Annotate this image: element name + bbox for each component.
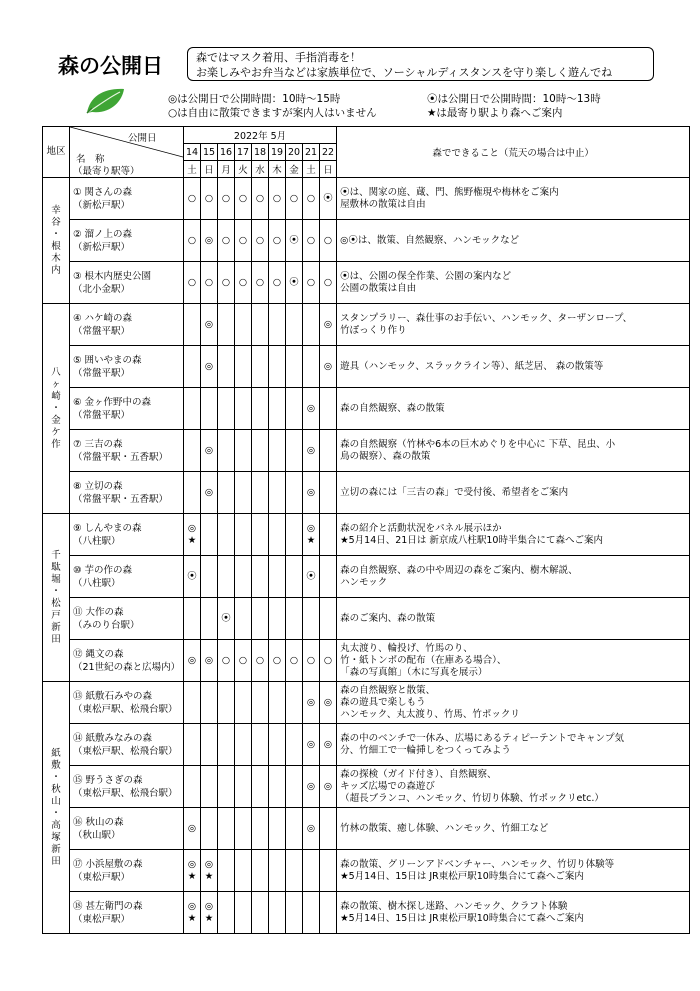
forest-station: （東松戸駅、松飛台駅） <box>73 703 178 715</box>
forest-row <box>43 598 690 640</box>
day-mark-17 <box>235 346 252 388</box>
forest-station: （新松戸駅） <box>73 199 131 211</box>
day-mark-20 <box>286 388 303 430</box>
activity-desc: 森のご案内、森の散策 <box>337 598 690 640</box>
forest-row <box>43 892 690 934</box>
header-weekday-18: 水 <box>252 161 269 178</box>
day-mark-20 <box>286 808 303 850</box>
forest-name-cell <box>70 472 184 514</box>
day-mark-15 <box>201 682 218 724</box>
day-mark-15 <box>201 766 218 808</box>
header-name: 名 称 <box>76 154 105 165</box>
header-month: 2022年 5月 <box>184 127 337 144</box>
day-mark-16: ○ <box>218 640 235 682</box>
forest-name-cell <box>70 304 184 346</box>
forest-row <box>43 388 690 430</box>
forest-row <box>43 178 690 220</box>
day-mark-21: ◎ <box>303 430 320 472</box>
day-mark-22: ◎ <box>320 766 337 808</box>
day-mark-18 <box>252 850 269 892</box>
day-mark-14: ◎ <box>184 640 201 682</box>
leaf-icon <box>84 86 126 116</box>
day-mark-22 <box>320 808 337 850</box>
day-mark-17 <box>235 724 252 766</box>
day-mark-21: ⦿ <box>303 556 320 598</box>
day-mark-22: ◎ <box>320 346 337 388</box>
day-mark-16: ○ <box>218 262 235 304</box>
forest-station: （新松戸駅） <box>73 241 131 253</box>
activity-desc: 森の自然観察、森の中や周辺の森をご案内、樹木解説、 ハンモック <box>337 556 690 598</box>
activity-desc: ⦿は、関家の庭、蔵、門、熊野権現や梅林をご案内 屋敷林の散策は自由 <box>337 178 690 220</box>
day-mark-18: ○ <box>252 178 269 220</box>
day-mark-15: ○ <box>201 262 218 304</box>
day-mark-18 <box>252 304 269 346</box>
day-mark-15: ◎ <box>201 472 218 514</box>
header-date-17: 17 <box>235 144 252 161</box>
day-mark-15: ◎ <box>201 430 218 472</box>
day-mark-20 <box>286 724 303 766</box>
forest-station: （21世紀の森と広場内） <box>73 661 181 673</box>
day-mark-22: ◎ <box>320 682 337 724</box>
day-mark-19 <box>269 472 286 514</box>
day-mark-22 <box>320 598 337 640</box>
notice-line-1: 森ではマスク着用、手指消毒を！ <box>196 51 361 64</box>
day-mark-14: ◎ ★ <box>184 514 201 556</box>
header-name-corner <box>70 127 184 178</box>
forest-name: ⑧ 立切の森 <box>73 480 123 492</box>
forest-name-cell <box>70 178 184 220</box>
day-mark-16 <box>218 682 235 724</box>
day-mark-16 <box>218 304 235 346</box>
day-mark-18: ○ <box>252 262 269 304</box>
forest-station: （常盤平駅） <box>73 325 131 337</box>
day-mark-18 <box>252 472 269 514</box>
forest-name: ⑦ 三吉の森 <box>73 438 123 450</box>
day-mark-19 <box>269 388 286 430</box>
day-mark-14: ◎ ★ <box>184 892 201 934</box>
day-mark-16 <box>218 430 235 472</box>
forest-row <box>43 472 690 514</box>
day-mark-19 <box>269 346 286 388</box>
header-date-16: 16 <box>218 144 235 161</box>
day-mark-17 <box>235 892 252 934</box>
day-mark-20 <box>286 556 303 598</box>
day-mark-18: ○ <box>252 640 269 682</box>
forest-name: ④ ハケ崎の森 <box>73 312 133 324</box>
forest-name: ⑯ 秋山の森 <box>73 816 124 828</box>
schedule-table <box>42 126 690 934</box>
forest-name: ⑪ 大作の森 <box>73 606 124 618</box>
day-mark-22 <box>320 388 337 430</box>
forest-row <box>43 514 690 556</box>
day-mark-20: ○ <box>286 178 303 220</box>
day-mark-16 <box>218 514 235 556</box>
forest-name-cell <box>70 220 184 262</box>
notice-box <box>187 47 654 81</box>
activity-desc: 森の散策、グリーンアドベンチャー、ハンモック、竹切り体験等 ★5月14日、15日は JR東松戸駅10時集合にて森へご案内 <box>337 850 690 892</box>
day-mark-21: ◎ <box>303 808 320 850</box>
forest-name-cell <box>70 766 184 808</box>
day-mark-22: ◎ <box>320 304 337 346</box>
day-mark-18 <box>252 556 269 598</box>
day-mark-22 <box>320 892 337 934</box>
day-mark-17 <box>235 556 252 598</box>
day-mark-22: ○ <box>320 220 337 262</box>
day-mark-14 <box>184 472 201 514</box>
activity-desc: 森の自然観察と散策、 森の遊具で楽しもう ハンモック、丸太渡り、竹馬、竹ポックリ <box>337 682 690 724</box>
header-weekday-15: 日 <box>201 161 218 178</box>
day-mark-16: ○ <box>218 220 235 262</box>
day-mark-17: ○ <box>235 640 252 682</box>
forest-row <box>43 850 690 892</box>
region-label: 幸 谷 ・ 根 木 内 <box>43 178 70 304</box>
header-date-15: 15 <box>201 144 218 161</box>
day-mark-18 <box>252 388 269 430</box>
forest-row <box>43 724 690 766</box>
forest-station: （八柱駅） <box>73 577 121 589</box>
day-mark-19: ○ <box>269 262 286 304</box>
day-mark-15: ○ <box>201 178 218 220</box>
day-mark-18 <box>252 346 269 388</box>
forest-row <box>43 808 690 850</box>
day-mark-16 <box>218 808 235 850</box>
day-mark-17 <box>235 682 252 724</box>
activity-desc: 森の紹介と活動状況をパネル展示ほか ★5月14日、21日は 新京成八柱駅10時半集合にて森へご案内 <box>337 514 690 556</box>
day-mark-21: ○ <box>303 178 320 220</box>
day-mark-15 <box>201 724 218 766</box>
forest-name: ⑮ 野うさぎの森 <box>73 774 143 786</box>
day-mark-14: ⦿ <box>184 556 201 598</box>
day-mark-19 <box>269 766 286 808</box>
forest-name-cell <box>70 892 184 934</box>
forest-name-cell <box>70 514 184 556</box>
header-date-14: 14 <box>184 144 201 161</box>
day-mark-20 <box>286 472 303 514</box>
day-mark-14 <box>184 598 201 640</box>
day-mark-19 <box>269 850 286 892</box>
forest-station: （秋山駅） <box>73 829 121 841</box>
day-mark-15 <box>201 556 218 598</box>
activity-desc: 森の中のベンチで一休み、広場にあるティピーテントでキャンプ気 分、竹細工で一輪挿しをつくってみよう <box>337 724 690 766</box>
day-mark-16 <box>218 724 235 766</box>
forest-name: ⑰ 小浜屋敷の森 <box>73 858 143 870</box>
day-mark-21: ○ <box>303 220 320 262</box>
day-mark-20 <box>286 514 303 556</box>
activity-desc: 丸太渡り、輪投げ、竹馬のり、 竹・紙トンボの配布（在庫ある場合）、 「森の写真館」（木に写真を展示） <box>337 640 690 682</box>
day-mark-21: ◎ ★ <box>303 514 320 556</box>
day-mark-20 <box>286 766 303 808</box>
day-mark-21: ◎ <box>303 766 320 808</box>
day-mark-20 <box>286 346 303 388</box>
day-mark-17 <box>235 766 252 808</box>
day-mark-21 <box>303 598 320 640</box>
day-mark-22: ◎ <box>320 724 337 766</box>
forest-row <box>43 430 690 472</box>
forest-station: （東松戸駅） <box>73 871 131 883</box>
day-mark-20: ⦿ <box>286 220 303 262</box>
day-mark-14 <box>184 304 201 346</box>
forest-name: ⑨ しんやまの森 <box>73 522 142 534</box>
day-mark-14 <box>184 430 201 472</box>
forest-station: （東松戸駅） <box>73 913 131 925</box>
header-weekday-22: 日 <box>320 161 337 178</box>
activity-desc: ◎⦿は、散策、自然観察、ハンモックなど <box>337 220 690 262</box>
header-weekday-19: 木 <box>269 161 286 178</box>
day-mark-18 <box>252 724 269 766</box>
day-mark-15: ◎ <box>201 304 218 346</box>
day-mark-22 <box>320 556 337 598</box>
header-date-20: 20 <box>286 144 303 161</box>
day-mark-19 <box>269 808 286 850</box>
day-mark-14: ◎ ★ <box>184 850 201 892</box>
header-activity: 森でできること（荒天の場合は中止） <box>337 127 690 178</box>
forest-station: （常盤平駅） <box>73 367 131 379</box>
day-mark-17: ○ <box>235 262 252 304</box>
header-date-18: 18 <box>252 144 269 161</box>
activity-desc: 森の探検（ガイド付き）、自然観察、 キッズ広場での森遊び （超長ブランコ、ハンモック、竹切り体験、竹ポックリetc.） <box>337 766 690 808</box>
day-mark-21: ○ <box>303 640 320 682</box>
header-weekday-16: 月 <box>218 161 235 178</box>
legend-dotted-circle: ⦿は公開日で公開時間：10時～13時 <box>427 93 601 105</box>
forest-name-cell <box>70 808 184 850</box>
forest-name-cell <box>70 850 184 892</box>
day-mark-18 <box>252 514 269 556</box>
day-mark-22: ○ <box>320 262 337 304</box>
day-mark-16 <box>218 472 235 514</box>
day-mark-19: ○ <box>269 640 286 682</box>
day-mark-16 <box>218 556 235 598</box>
day-mark-20 <box>286 304 303 346</box>
forest-name-cell <box>70 598 184 640</box>
forest-row <box>43 640 690 682</box>
day-mark-14: ○ <box>184 262 201 304</box>
day-mark-16 <box>218 850 235 892</box>
day-mark-20 <box>286 682 303 724</box>
day-mark-22 <box>320 472 337 514</box>
header-date-22: 22 <box>320 144 337 161</box>
activity-desc: 竹林の散策、癒し体験、ハンモック、竹細工など <box>337 808 690 850</box>
forest-row <box>43 556 690 598</box>
day-mark-21: ◎ <box>303 682 320 724</box>
day-mark-15: ◎ ★ <box>201 850 218 892</box>
day-mark-22: ⦿ <box>320 178 337 220</box>
header-weekday-21: 土 <box>303 161 320 178</box>
header-date-21: 21 <box>303 144 320 161</box>
forest-row <box>43 262 690 304</box>
activity-desc: 森の自然観察（竹林や6本の巨木めぐりを中心に 下草、昆虫、小 鳥の観察）、森の散策 <box>337 430 690 472</box>
activity-desc: 森の自然観察、森の散策 <box>337 388 690 430</box>
forest-name-cell <box>70 430 184 472</box>
header-station: （最寄り駅等） <box>73 166 140 177</box>
day-mark-21 <box>303 892 320 934</box>
day-mark-19: ○ <box>269 178 286 220</box>
day-mark-19 <box>269 682 286 724</box>
day-mark-19: ○ <box>269 220 286 262</box>
day-mark-19 <box>269 430 286 472</box>
day-mark-17 <box>235 598 252 640</box>
forest-station: （東松戸駅、松飛台駅） <box>73 745 178 757</box>
day-mark-15 <box>201 808 218 850</box>
day-mark-18 <box>252 682 269 724</box>
day-mark-16 <box>218 892 235 934</box>
day-mark-20: ⦿ <box>286 262 303 304</box>
day-mark-17 <box>235 808 252 850</box>
day-mark-21 <box>303 850 320 892</box>
day-mark-18 <box>252 808 269 850</box>
day-mark-19 <box>269 892 286 934</box>
header-weekday-14: 土 <box>184 161 201 178</box>
day-mark-19 <box>269 556 286 598</box>
legend-open-circle: ○は自由に散策できますが案内人はいません <box>168 107 377 119</box>
legend-double-circle: ◎は公開日で公開時間：10時～15時 <box>168 93 341 105</box>
day-mark-19 <box>269 724 286 766</box>
day-mark-16 <box>218 388 235 430</box>
day-mark-21: ◎ <box>303 388 320 430</box>
header-region: 地区 <box>43 127 70 178</box>
forest-name: ⑥ 金ヶ作野中の森 <box>73 396 152 408</box>
day-mark-19 <box>269 514 286 556</box>
day-mark-14: ○ <box>184 220 201 262</box>
page-title: 森の公開日 <box>58 54 163 78</box>
day-mark-15 <box>201 514 218 556</box>
day-mark-15: ◎ ★ <box>201 892 218 934</box>
day-mark-17 <box>235 514 252 556</box>
forest-name-cell <box>70 682 184 724</box>
header-kaikaibi: 公開日 <box>128 133 157 144</box>
day-mark-21 <box>303 346 320 388</box>
legend-star: ★は最寄り駅より森へご案内 <box>427 107 563 119</box>
day-mark-14 <box>184 682 201 724</box>
day-mark-21 <box>303 304 320 346</box>
forest-station: （常盤平駅・五香駅） <box>73 451 169 463</box>
forest-row <box>43 220 690 262</box>
day-mark-15 <box>201 598 218 640</box>
day-mark-22 <box>320 514 337 556</box>
day-mark-17 <box>235 388 252 430</box>
day-mark-17 <box>235 430 252 472</box>
day-mark-19 <box>269 304 286 346</box>
forest-name: ⑱ 甚左衛門の森 <box>73 900 143 912</box>
forest-name-cell <box>70 556 184 598</box>
day-mark-21: ◎ <box>303 472 320 514</box>
day-mark-15: ◎ <box>201 220 218 262</box>
forest-name-cell <box>70 724 184 766</box>
header-date-19: 19 <box>269 144 286 161</box>
day-mark-14 <box>184 388 201 430</box>
forest-row <box>43 304 690 346</box>
day-mark-21: ○ <box>303 262 320 304</box>
forest-row <box>43 682 690 724</box>
day-mark-18: ○ <box>252 220 269 262</box>
day-mark-18 <box>252 766 269 808</box>
day-mark-18 <box>252 430 269 472</box>
day-mark-17 <box>235 472 252 514</box>
forest-station: （北小金駅） <box>73 283 131 295</box>
day-mark-17 <box>235 304 252 346</box>
header-weekday-17: 火 <box>235 161 252 178</box>
day-mark-20: ○ <box>286 640 303 682</box>
day-mark-20 <box>286 850 303 892</box>
forest-row <box>43 346 690 388</box>
forest-name: ② 溜ノ上の森 <box>73 228 133 240</box>
day-mark-18 <box>252 598 269 640</box>
forest-name: ① 関さんの森 <box>73 186 133 198</box>
day-mark-17 <box>235 850 252 892</box>
day-mark-18 <box>252 892 269 934</box>
day-mark-21: ◎ <box>303 724 320 766</box>
region-label: 八 ヶ 崎 ・ 金 ケ 作 <box>43 304 70 514</box>
day-mark-16 <box>218 766 235 808</box>
day-mark-15: ◎ <box>201 346 218 388</box>
activity-desc: ⦿は、公園の保全作業、公園の案内など 公園の散策は自由 <box>337 262 690 304</box>
region-label: 千 駄 堀 ・ 松 戸 新 田 <box>43 514 70 682</box>
forest-name: ⑫ 縄文の森 <box>73 648 124 660</box>
day-mark-17: ○ <box>235 178 252 220</box>
forest-name-cell <box>70 346 184 388</box>
day-mark-14 <box>184 766 201 808</box>
day-mark-17: ○ <box>235 220 252 262</box>
forest-name-cell <box>70 640 184 682</box>
day-mark-16: ⦿ <box>218 598 235 640</box>
forest-name: ⑤ 囲いやまの森 <box>73 354 142 366</box>
day-mark-15 <box>201 388 218 430</box>
notice-line-2: お楽しみやお弁当などは家族単位で、ソーシャルディスタンスを守り楽しく遊んでね <box>196 66 613 79</box>
header-weekday-20: 金 <box>286 161 303 178</box>
forest-station: （常盤平駅・五香駅） <box>73 493 169 505</box>
day-mark-20 <box>286 430 303 472</box>
forest-name-cell <box>70 388 184 430</box>
day-mark-14: ◎ <box>184 808 201 850</box>
region-label: 紙 敷 ・ 秋 山 ・ 高 塚 新 田 <box>43 682 70 934</box>
forest-row <box>43 766 690 808</box>
forest-name: ③ 根木内歴史公園 <box>73 270 152 282</box>
forest-name: ⑭ 紙敷みなみの森 <box>73 732 153 744</box>
day-mark-14 <box>184 724 201 766</box>
day-mark-14 <box>184 346 201 388</box>
forest-station: （常盤平駅） <box>73 409 131 421</box>
activity-desc: 立切の森には「三吉の森」で受付後、希望者をご案内 <box>337 472 690 514</box>
activity-desc: 森の散策、樹木探し迷路、ハンモック、クラフト体験 ★5月14日、15日は JR東松戸駅10時集合にて森へご案内 <box>337 892 690 934</box>
forest-station: （東松戸駅、松飛台駅） <box>73 787 178 799</box>
forest-station: （八柱駅） <box>73 535 121 547</box>
day-mark-16: ○ <box>218 178 235 220</box>
forest-name: ⑩ 芋の作の森 <box>73 564 133 576</box>
day-mark-22 <box>320 430 337 472</box>
forest-name: ⑬ 紙敷石みやの森 <box>73 690 153 702</box>
day-mark-20 <box>286 892 303 934</box>
activity-desc: 遊具（ハンモック、スラックライン等）、紙芝居、 森の散策等 <box>337 346 690 388</box>
forest-name-cell <box>70 262 184 304</box>
day-mark-16 <box>218 346 235 388</box>
day-mark-20 <box>286 598 303 640</box>
activity-desc: スタンプラリー、森仕事のお手伝い、ハンモック、ターザンロープ、 竹ぽっくり作り <box>337 304 690 346</box>
day-mark-19 <box>269 598 286 640</box>
day-mark-22 <box>320 850 337 892</box>
day-mark-14: ○ <box>184 178 201 220</box>
day-mark-15: ◎ <box>201 640 218 682</box>
forest-station: （みのり台駅） <box>73 619 140 631</box>
day-mark-22: ○ <box>320 640 337 682</box>
